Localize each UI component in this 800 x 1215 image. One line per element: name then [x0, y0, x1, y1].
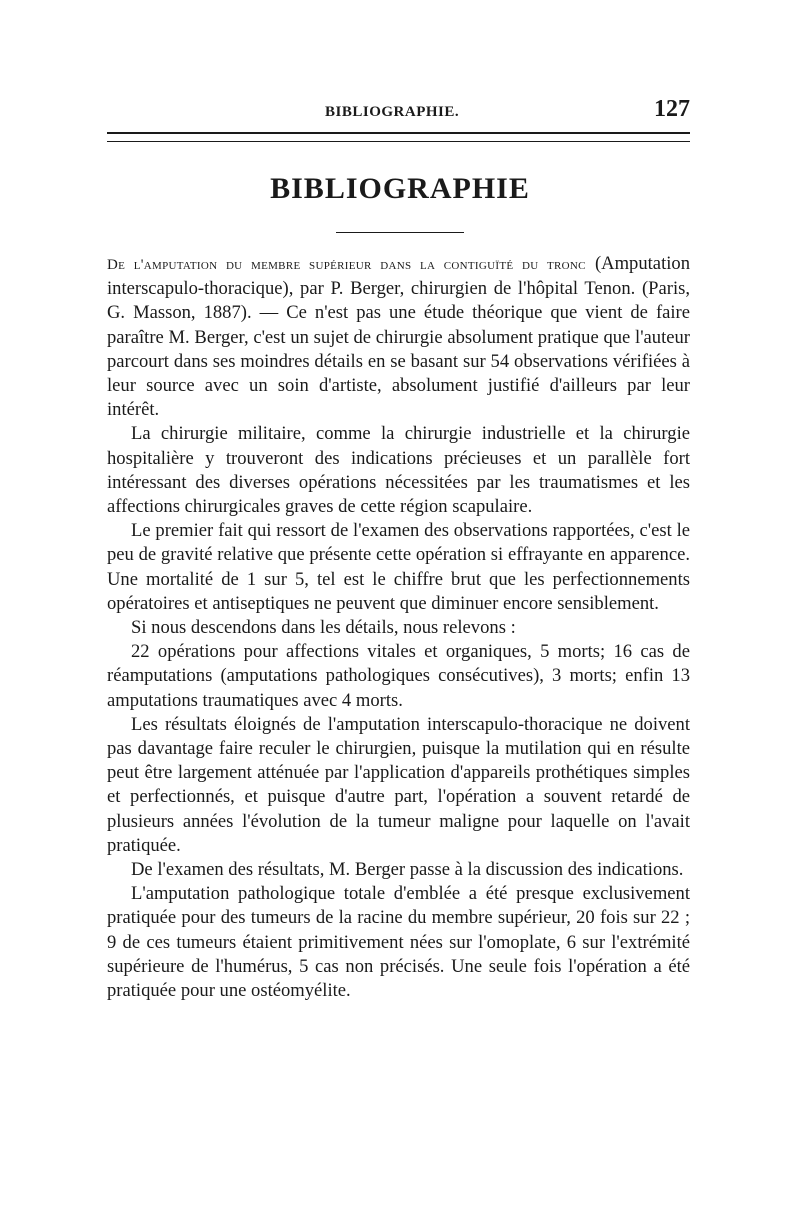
- paragraph: Les résultats éloignés de l'amputation interscapulo-thoracique ne doivent pas davantage faire reculer le chirurgien, puisque la mutilation qui en résulte peut être largement atténuée par l'application d'appareils prothétiques simples et perfectionnés, et puisque d'autre part, l'opération a souvent retardé de plusieurs années l'évolution de la tumeur maligne pour laquelle on l'avait pratiquée.: [107, 713, 690, 856]
- header-rule-thick: [107, 132, 690, 134]
- running-header: [107, 96, 690, 124]
- entry-title: De l'amputation du membre supérieur dans la contiguïté du tronc: [107, 257, 586, 273]
- entry-body: (Amputation interscapulo-thoracique), par P. Berger, chirurgien de l'hôpital Tenon. (Paris, G. Masson, 1887). — Ce n'est pas une étude théorique que vient de faire paraître M. Berger, c'est un sujet de chirurgie absolument pratique que l'auteur parcourt dans ses moindres détails en se basant sur 54 observations vérifiées à leur source avec un soin d'artiste, absolument justifié d'ailleurs par leur intérêt.: [107, 253, 690, 421]
- paragraph: Le premier fait qui ressort de l'examen des observations rapportées, c'est le peu de gravité relative que présente cette opération si effrayante en apparence. Une mortalité de 1 sur 5, tel est le chiffre brut que les perfectionnements opératoires et antiseptiques ne peuvent que diminuer encore sensiblement.: [107, 520, 690, 614]
- article-body: [107, 252, 690, 1003]
- section-title: BIBLIOGRAPHIE: [270, 172, 530, 205]
- running-title: BIBLIOGRAPHIE.: [325, 104, 460, 120]
- header-rule-thin: [107, 141, 690, 142]
- paragraph: La chirurgie militaire, comme la chirurgie industrielle et la chirurgie hospitalière y trouveront des indications précieuses et un parallèle fort intéressant des diverses opérations nécessitées par les traumatismes et les affections chirurgicales graves de cette région scapulaire.: [107, 423, 690, 518]
- paragraph: Si nous descendons dans les détails, nous relevons :: [131, 617, 516, 639]
- title-underline: [336, 232, 464, 233]
- bibliography-entry: [107, 252, 690, 422]
- paragraph: 22 opérations pour affections vitales et organiques, 5 morts; 16 cas de réamputations (amputations pathologiques consécutives), 3 morts; enfin 13 amputations traumatiques avec 4 morts.: [107, 641, 690, 711]
- page-number: 127: [654, 96, 690, 122]
- paragraph: L'amputation pathologique totale d'emblée a été presque exclusivement pratiquée pour des tumeurs de la racine du membre supérieur, 20 fois sur 22 ; 9 de ces tumeurs étaient primitivement nées sur l'omoplate, 6 sur l'extrémité supérieure de l'humérus, 5 cas non précisés. Une seule fois l'opération a été pratiquée pour une ostéomyélite.: [107, 883, 690, 1002]
- paragraph: De l'examen des résultats, M. Berger passe à la discussion des indications.: [131, 859, 684, 881]
